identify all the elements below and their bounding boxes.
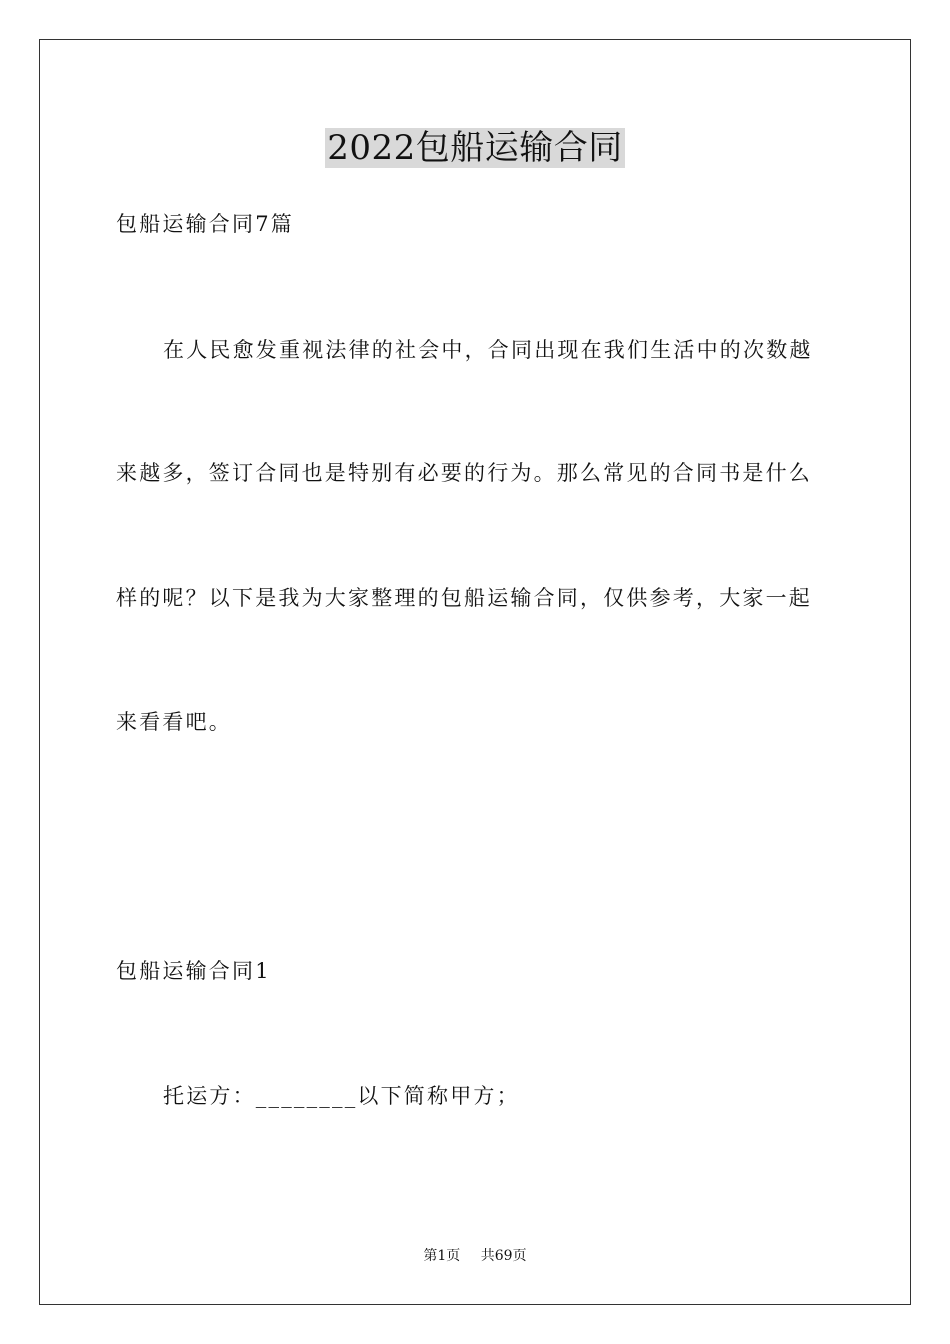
document-title-text: 2022包船运输合同 xyxy=(327,128,623,168)
section-heading: 包船运输合同1 xyxy=(116,959,271,983)
document-title xyxy=(0,126,950,170)
shipper-line: 托运方：________以下简称甲方； xyxy=(163,1084,520,1108)
intro-line-2: 来越多，签订合同也是特别有必要的行为。那么常见的合同书是什么 xyxy=(116,461,812,485)
intro-line-3: 样的呢？以下是我为大家整理的包船运输合同，仅供参考，大家一起 xyxy=(116,586,812,610)
document-subtitle: 包船运输合同7篇 xyxy=(116,212,294,236)
page-number-current: 第1页 xyxy=(423,1248,461,1264)
intro-line-1: 在人民愈发重视法律的社会中，合同出现在我们生活中的次数越 xyxy=(163,338,813,362)
intro-line-4: 来看看吧。 xyxy=(116,710,232,734)
page-footer xyxy=(0,1247,950,1265)
page-number-total: 共69页 xyxy=(480,1248,527,1264)
